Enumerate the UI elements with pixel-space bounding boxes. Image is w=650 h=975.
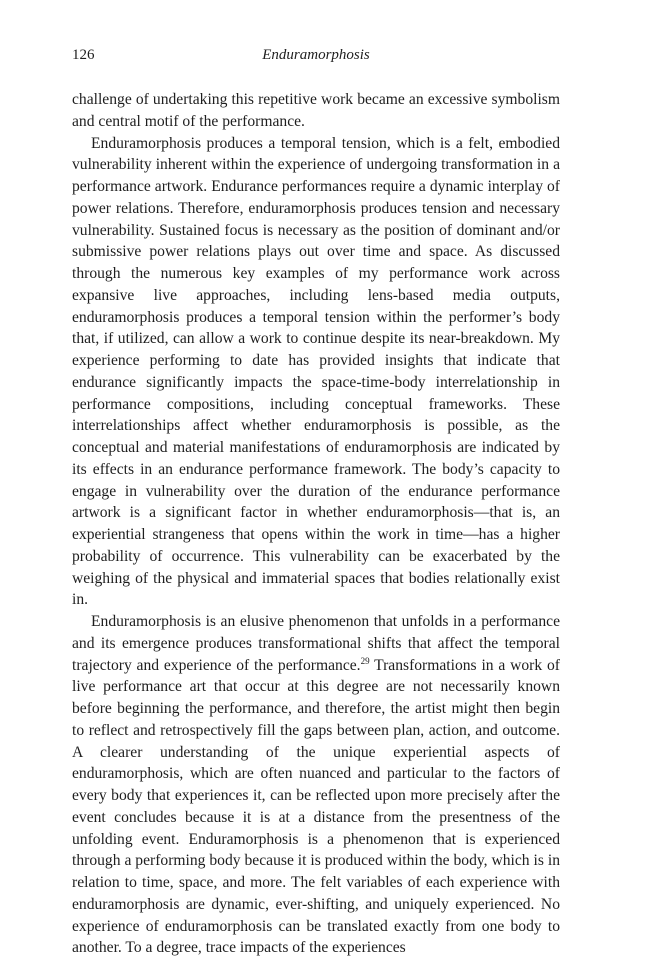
- paragraph-text-before-note: Enduramorphosis is an elusive phenomenon that unfolds in a performance and its emergence produces transformational shifts that affect the temporal trajectory and experience of the performance.: [72, 613, 560, 674]
- body-text: [72, 89, 560, 959]
- footnote-reference[interactable]: 29: [360, 655, 370, 666]
- paragraph-temporal-tension: Enduramorphosis produces a temporal tension, which is a felt, embodied vulnerability inherent within the experience of undergoing transformation in a performance artwork. Endurance performances require a dynamic interplay of power relations. Therefore, enduramorphosis produces tension and necessary vulnerability. Sustained focus is necessary as the position of dominant and/or submissive power relations plays out over time and space. As discussed through the numerous key examples of my performance work across expansive live approaches, including lens-based media outputs, enduramorphosis produces a temporal tension within the performer’s body that, if utilized, can allow a work to continue despite its near-breakdown. My experience performing to date has provided insights that indicate that endurance significantly impacts the space-time-body interrelationship in performance compositions, including conceptual frameworks. These interrelationships affect whether enduramorphosis is possible, as the conceptual and material manifestations of enduramorphosis are indicated by its effects in an endurance performance framework. The body’s capacity to engage in vulnerability over the duration of the endurance performance artwork is a significant factor in whether enduramorphosis—that is, an experiential strangeness that opens within the work in time—has a higher probability of occurrence. This vulnerability can be exacerbated by the weighing of the physical and immaterial spaces that bodies relationally exist in.: [72, 134, 560, 609]
- paragraph-text-after-note: Transformations in a work of live performance art that occur at this degree are not necessarily known before beginning the performance, and therefore, the artist might then begin to reflect and retrospectively fill the gaps between plan, action, and outcome. A clearer understanding of the unique experiential aspects of enduramorphosis, which are often nuanced and particular to the factors of every body that experiences it, can be reflected upon more precisely after the event concludes because it is at a distance from the presentness of the unfolding event. Enduramorphosis is a phenomenon that is experienced through a performing body because it is produced within the body, which is in relation to time, space, and more. The felt variables of each experience with enduramorphosis are dynamic, ever-shifting, and uniquely experienced. No experience of enduramorphosis can be translated exactly from one body to another. To a degree, trace impacts of the experiences: [72, 656, 560, 957]
- paragraph-continuation: challenge of undertaking this repetitive work became an excessive symbolism and central motif of the performance.: [72, 91, 560, 130]
- paragraph-elusive-phenomenon: [72, 611, 560, 959]
- page-number: 126: [72, 47, 95, 63]
- page-header: [72, 44, 560, 66]
- running-title: Enduramorphosis: [262, 47, 370, 63]
